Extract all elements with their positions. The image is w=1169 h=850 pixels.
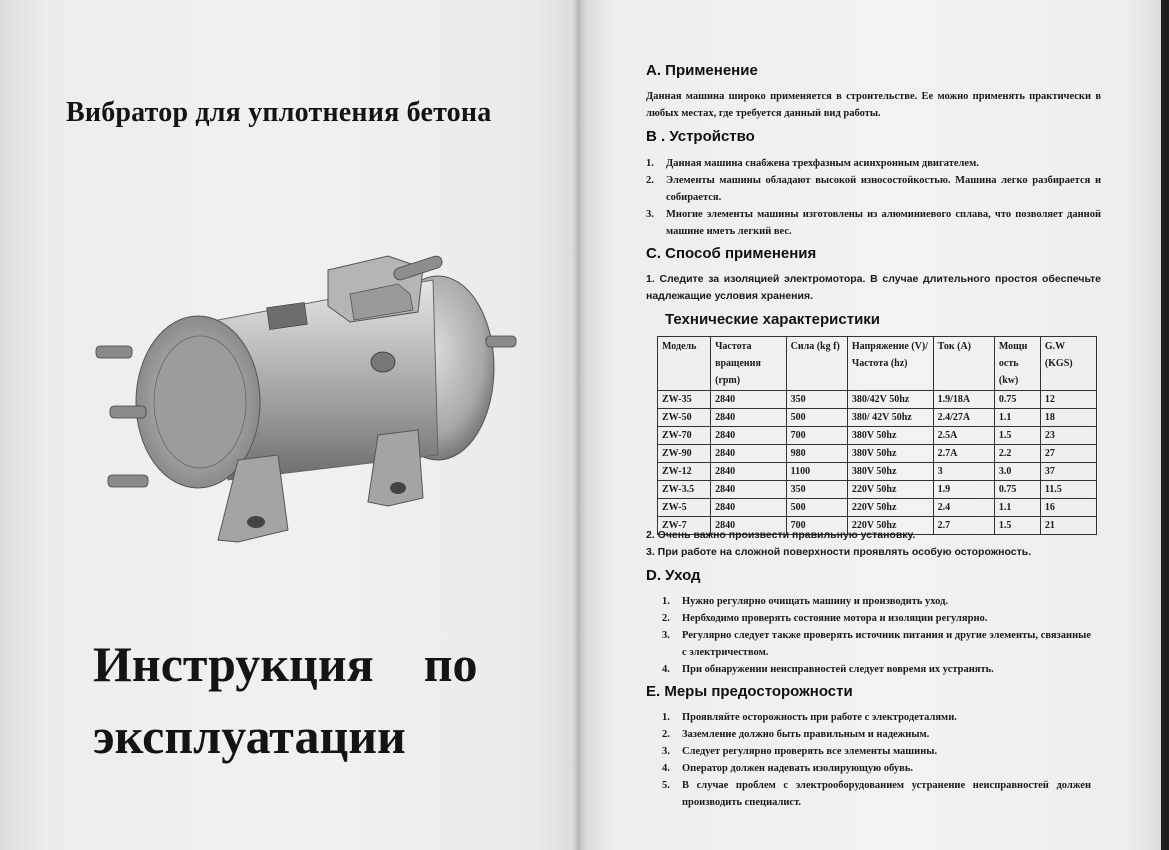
table-cell: 16 xyxy=(1040,499,1096,517)
table-cell: ZW-3.5 xyxy=(658,481,711,499)
vibrator-motor-photo xyxy=(88,250,528,550)
item-text: Регулярно следует также проверять источник питания и другие элементы, связанные с электричеством. xyxy=(682,630,1091,658)
table-cell: ZW-70 xyxy=(658,427,711,445)
item-text: В случае проблем с электрооборудованием устранение неисправностей должен производить специалист. xyxy=(682,780,1091,808)
table-cell: 380V 50hz xyxy=(847,445,933,463)
table-cell: 11.5 xyxy=(1040,481,1096,499)
list-item xyxy=(646,206,1101,240)
table-cell: 1.1 xyxy=(994,499,1040,517)
section-b-heading: B . Устройство xyxy=(646,128,755,145)
table-cell: 12 xyxy=(1040,391,1096,409)
list-item xyxy=(662,610,1091,627)
table-cell: 18 xyxy=(1040,409,1096,427)
item-number: 1. xyxy=(662,596,670,607)
table-cell: 220V 50hz xyxy=(847,517,933,535)
table-cell: 0.75 xyxy=(994,391,1040,409)
table-cell: 220V 50hz xyxy=(847,481,933,499)
table-cell: 2.7 xyxy=(933,517,994,535)
table-cell: 2840 xyxy=(711,481,787,499)
table-cell: 2840 xyxy=(711,427,787,445)
item-number: 3. xyxy=(646,209,654,220)
item-text: Элементы машины обладают высокой износостойкостью. Машина легко разбирается и собирается. xyxy=(666,175,1101,203)
table-cell: 1.9/18A xyxy=(933,391,994,409)
book-gutter xyxy=(572,0,586,850)
spec-table xyxy=(657,336,1097,535)
item-number: 2. xyxy=(662,613,670,624)
table-cell: 27 xyxy=(1040,445,1096,463)
spec-table-body xyxy=(658,391,1097,535)
section-b-list xyxy=(646,155,1101,240)
list-item xyxy=(662,709,1091,726)
instruction-title-line: эксплуатации xyxy=(93,708,406,764)
section-c-heading: C. Способ применения xyxy=(646,245,817,262)
list-item xyxy=(646,155,1101,172)
table-cell: 1100 xyxy=(786,463,847,481)
instruction-title xyxy=(93,628,523,772)
item-number: 4. xyxy=(662,664,670,675)
table-cell: ZW-7 xyxy=(658,517,711,535)
spec-header-cell: G.W (KGS) xyxy=(1040,337,1096,391)
section-e-list xyxy=(662,709,1091,811)
list-item xyxy=(662,760,1091,777)
table-row xyxy=(658,427,1097,445)
table-cell: 3.0 xyxy=(994,463,1040,481)
section-e-heading: E. Меры предосторожности xyxy=(646,683,853,700)
spec-header-cell: Сила (kg f) xyxy=(786,337,847,391)
table-cell: 350 xyxy=(786,391,847,409)
table-cell: 220V 50hz xyxy=(847,499,933,517)
table-cell: 2840 xyxy=(711,463,787,481)
table-cell: 1.5 xyxy=(994,427,1040,445)
table-cell: 700 xyxy=(786,427,847,445)
section-d-list xyxy=(662,593,1091,678)
table-cell: 2.5A xyxy=(933,427,994,445)
table-cell: 2.4 xyxy=(933,499,994,517)
item-text: Нербходимо проверять состояние мотора и изоляции регулярно. xyxy=(682,613,988,624)
list-item xyxy=(662,726,1091,743)
section-a-heading: A. Применение xyxy=(646,62,758,79)
table-row xyxy=(658,463,1097,481)
item-number: 5. xyxy=(662,780,670,791)
spec-table-title: Технические характеристики xyxy=(665,311,881,328)
list-item xyxy=(662,627,1091,661)
table-cell: ZW-50 xyxy=(658,409,711,427)
table-cell: 2840 xyxy=(711,445,787,463)
product-title: Вибратор для уплотнения бетона xyxy=(66,97,492,128)
list-item xyxy=(646,172,1101,206)
item-text: Многие элементы машины изготовлены из алюминиевого сплава, что позволяет данной машине иметь легкий вес. xyxy=(666,209,1101,237)
spec-header-cell: Напряжение (V)/ Частота (hz) xyxy=(847,337,933,391)
item-number: 1. xyxy=(662,712,670,723)
spec-header-cell: Частота вращения (rpm) xyxy=(711,337,787,391)
table-cell: ZW-90 xyxy=(658,445,711,463)
item-text: Следует регулярно проверять все элементы машины. xyxy=(682,746,938,757)
list-item xyxy=(662,743,1091,760)
list-item xyxy=(662,777,1091,811)
section-c-after-table xyxy=(646,527,1101,561)
list-item xyxy=(662,593,1091,610)
table-cell: ZW-5 xyxy=(658,499,711,517)
table-row xyxy=(658,481,1097,499)
item-number: 3. xyxy=(662,746,670,757)
item-number: 4. xyxy=(662,763,670,774)
table-cell: 21 xyxy=(1040,517,1096,535)
table-cell: 1.9 xyxy=(933,481,994,499)
table-row xyxy=(658,499,1097,517)
table-cell: 350 xyxy=(786,481,847,499)
table-cell: 2840 xyxy=(711,499,787,517)
table-cell: 2840 xyxy=(711,391,787,409)
list-item xyxy=(662,661,1091,678)
table-cell: ZW-12 xyxy=(658,463,711,481)
table-cell: 2.7A xyxy=(933,445,994,463)
table-cell: 500 xyxy=(786,499,847,517)
item-text: Нужно регулярно очищать машину и производить уход. xyxy=(682,596,949,607)
item-number: 2. xyxy=(662,729,670,740)
table-cell: 500 xyxy=(786,409,847,427)
item-number: 2. xyxy=(646,175,654,186)
table-row xyxy=(658,445,1097,463)
table-cell: 1.1 xyxy=(994,409,1040,427)
table-cell: 380V 50hz xyxy=(847,463,933,481)
table-cell: 37 xyxy=(1040,463,1096,481)
spec-header-cell: Мощн ость (kw) xyxy=(994,337,1040,391)
spec-header-cell: Ток (A) xyxy=(933,337,994,391)
item-number: 3. xyxy=(662,630,670,641)
table-cell: 2840 xyxy=(711,409,787,427)
item-number: 1. xyxy=(646,158,654,169)
table-cell: 980 xyxy=(786,445,847,463)
table-cell: ZW-35 xyxy=(658,391,711,409)
table-row xyxy=(658,391,1097,409)
section-c-item: 2. Очень важно произвести правильную установку. xyxy=(646,529,916,541)
section-c-item: 3. При работе на сложной поверхности проявлять особую осторожность. xyxy=(646,546,1032,558)
section-c-item-1: 1. Следите за изоляцией электромотора. В случае длительного простоя обеспечьте надлежащие условия хранения. xyxy=(646,273,1101,302)
table-cell: 2840 xyxy=(711,517,787,535)
table-cell: 23 xyxy=(1040,427,1096,445)
instruction-title-line: Инструкция по xyxy=(93,636,478,692)
spec-header-cell: Модель xyxy=(658,337,711,391)
item-text: При обнаружении неисправностей следует вовремя их устранять. xyxy=(682,664,994,675)
item-text: Данная машина снабжена трехфазным асинхронным двигателем. xyxy=(666,158,979,169)
table-row xyxy=(658,409,1097,427)
table-cell: 2.4/27A xyxy=(933,409,994,427)
table-cell: 700 xyxy=(786,517,847,535)
table-cell: 380/ 42V 50hz xyxy=(847,409,933,427)
spec-header-row xyxy=(658,337,1097,391)
item-text: Проявляйте осторожность при работе с электродеталями. xyxy=(682,712,957,723)
section-a-text: Данная машина широко применяется в строительстве. Ее можно применять практически в любых местах, где требуется данный вид работы. xyxy=(646,91,1101,119)
section-d-heading: D. Уход xyxy=(646,567,701,584)
item-text: Оператор должен надевать изолирующую обувь. xyxy=(682,763,914,774)
item-text: Заземление должно быть правильным и надежным. xyxy=(682,729,930,740)
table-cell: 2.2 xyxy=(994,445,1040,463)
table-cell: 1.5 xyxy=(994,517,1040,535)
table-cell: 0.75 xyxy=(994,481,1040,499)
table-cell: 3 xyxy=(933,463,994,481)
table-cell: 380/42V 50hz xyxy=(847,391,933,409)
table-cell: 380V 50hz xyxy=(847,427,933,445)
